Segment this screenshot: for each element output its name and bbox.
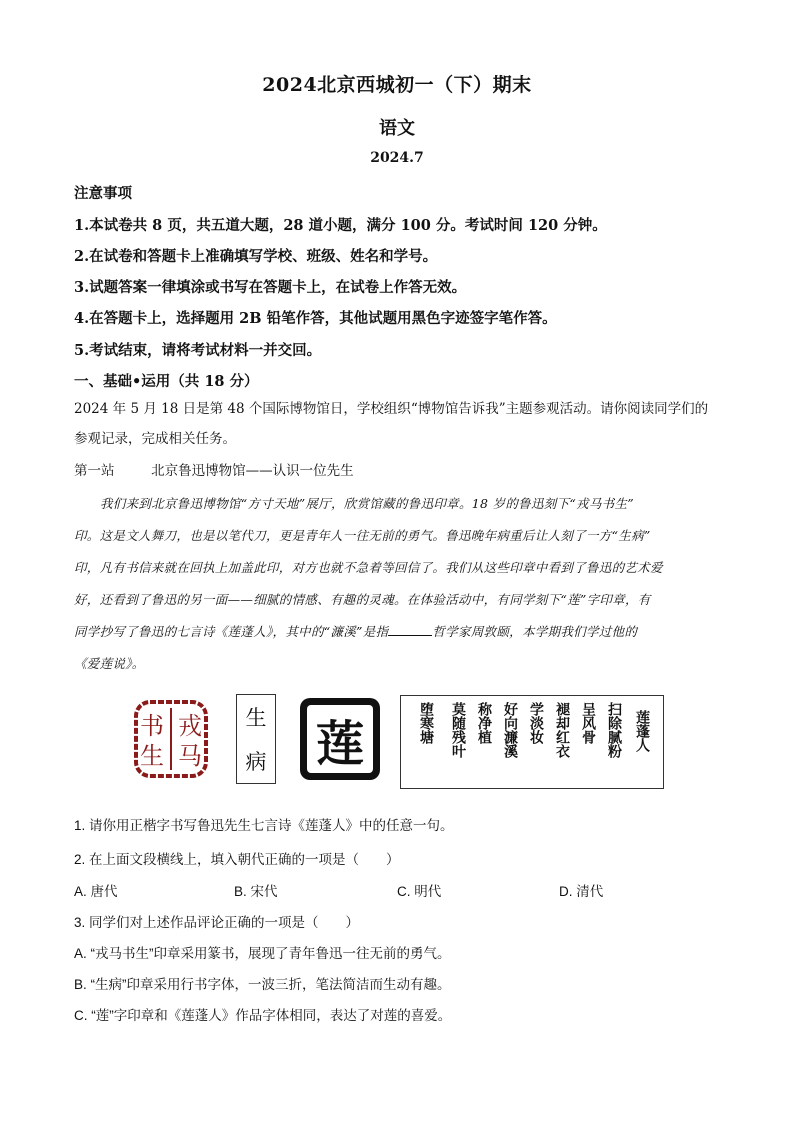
poem-column-text: 莫随残叶 [450,702,466,758]
poem-column [417,702,435,744]
poem-column-text: 堕寒塘 [418,702,434,744]
subject-title: 语文 [379,118,415,139]
record-line [74,622,637,640]
poem-title-text: 莲蓬人 [634,710,650,752]
poem-lianpengren [400,695,664,789]
poem-column [449,702,467,758]
seal2-char: 病 [245,750,267,774]
poem-column [527,702,545,744]
notice-heading: 注意事项 [74,185,132,202]
record-line: 印，凡有书信来就在回执上加盖此印，对方也就不急着等回信了。我们从这些印章中看到了鲁迅的艺术爱 [74,560,663,575]
record-text: 哲学家周敦颐，本学期我们学过他的 [432,624,638,639]
poem-column [605,702,623,758]
exam-date: 2024.7 [370,150,424,166]
seal3-char: 莲 [307,705,373,773]
poem-column-text: 褪却红衣 [554,702,570,758]
answer-blank[interactable] [388,623,432,636]
q3-option-a[interactable]: A. “戎马书生”印章采用篆书，展现了青年鲁迅一往无前的勇气。 [74,946,451,961]
record-line: 《爱莲说》。 [74,656,145,671]
poem-column-text: 学淡妆 [528,702,544,744]
record-line: 我们来到北京鲁迅博物馆“方寸天地”展厅，欣赏馆藏的鲁迅印章。18 岁的鲁迅刻下“戎马书生” [100,496,634,511]
q3-option-b[interactable]: B. “生病”印章采用行书字体，一波三折，笔法简洁而生动有趣。 [74,977,451,992]
poem-title [633,710,651,752]
notice-item: 1.本试卷共 8 页，共五道大题，28 道小题，满分 100 分。考试时间 120 分钟。 [74,217,607,234]
poem-column-text: 呈风骨 [580,702,596,744]
seal-rongma-shusheng [132,698,210,780]
seal-shengbing [236,694,276,784]
q2-option-b[interactable]: B. 宋代 [234,884,278,899]
poem-column-text: 好向濂溪 [502,702,518,758]
seal1-char: 马 [178,742,202,770]
poem-column [553,702,571,758]
record-text: 同学抄写了鲁迅的七言诗《莲蓬人》，其中的“濂溪”是指 [74,624,389,639]
poem-column-text: 称净植 [476,702,492,744]
station-label: 第一站 [74,463,115,479]
intro-line: 参观记录，完成相关任务。 [74,431,236,447]
record-line: 印。这是文人舞刀，也是以笔代刀，更是青年人一往无前的勇气。鲁迅晚年病重后让人刻了一方“生病” [74,528,651,543]
seal1-char: 戎 [178,712,202,740]
station-line [74,456,724,486]
seal-lian [300,698,380,780]
q2-option-a[interactable]: A. 唐代 [74,884,118,899]
poem-column-text: 扫除腻粉 [606,702,622,758]
notice-item: 4.在答题卡上，选择题用 2B 铅笔作答，其他试题用黑色字迹签字笔作答。 [74,310,557,327]
section-heading: 一、基础•运用（共 18 分） [74,373,259,390]
record-line: 好，还看到了鲁迅的另一面——细腻的情感、有趣的灵魂。在体验活动中，有同学刻下“莲”字印章，有 [74,592,651,607]
seal-rongma-shusheng-image [132,698,210,780]
question-1: 1. 请你用正楷字书写鲁迅先生七言诗《莲蓬人》中的任意一句。 [74,818,454,833]
notice-item: 2.在试卷和答题卡上准确填写学校、班级、姓名和学号。 [74,248,438,265]
seal2-char: 生 [245,706,267,730]
intro-line: 2024 年 5 月 18 日是第 48 个国际博物馆日，学校组织“博物馆告诉我”主题参观活动。请你阅读同学们的 [74,401,709,417]
page-title: 2024北京西城初一（下）期末 [262,74,532,96]
seal1-char: 生 [140,742,164,770]
notice-item: 3.试题答案一律填涂或书写在答题卡上，在试卷上作答无效。 [74,279,467,296]
q2-option-d[interactable]: D. 清代 [559,884,604,899]
station-name: 北京鲁迅博物馆——认识一位先生 [151,463,354,479]
question-3: 3. 同学们对上述作品评论正确的一项是（ ） [74,915,360,930]
poem-column [475,702,493,744]
q2-option-c[interactable]: C. 明代 [397,884,442,899]
poem-column [579,702,597,744]
notice-item: 5.考试结束，请将考试材料一并交回。 [74,342,322,359]
seal1-char: 书 [140,712,164,740]
q3-option-c[interactable]: C. “莲”字印章和《莲蓬人》作品字体相同，表达了对莲的喜爱。 [74,1008,452,1023]
question-2: 2. 在上面文段横线上，填入朝代正确的一项是（ ） [74,852,400,867]
poem-column [501,702,519,758]
